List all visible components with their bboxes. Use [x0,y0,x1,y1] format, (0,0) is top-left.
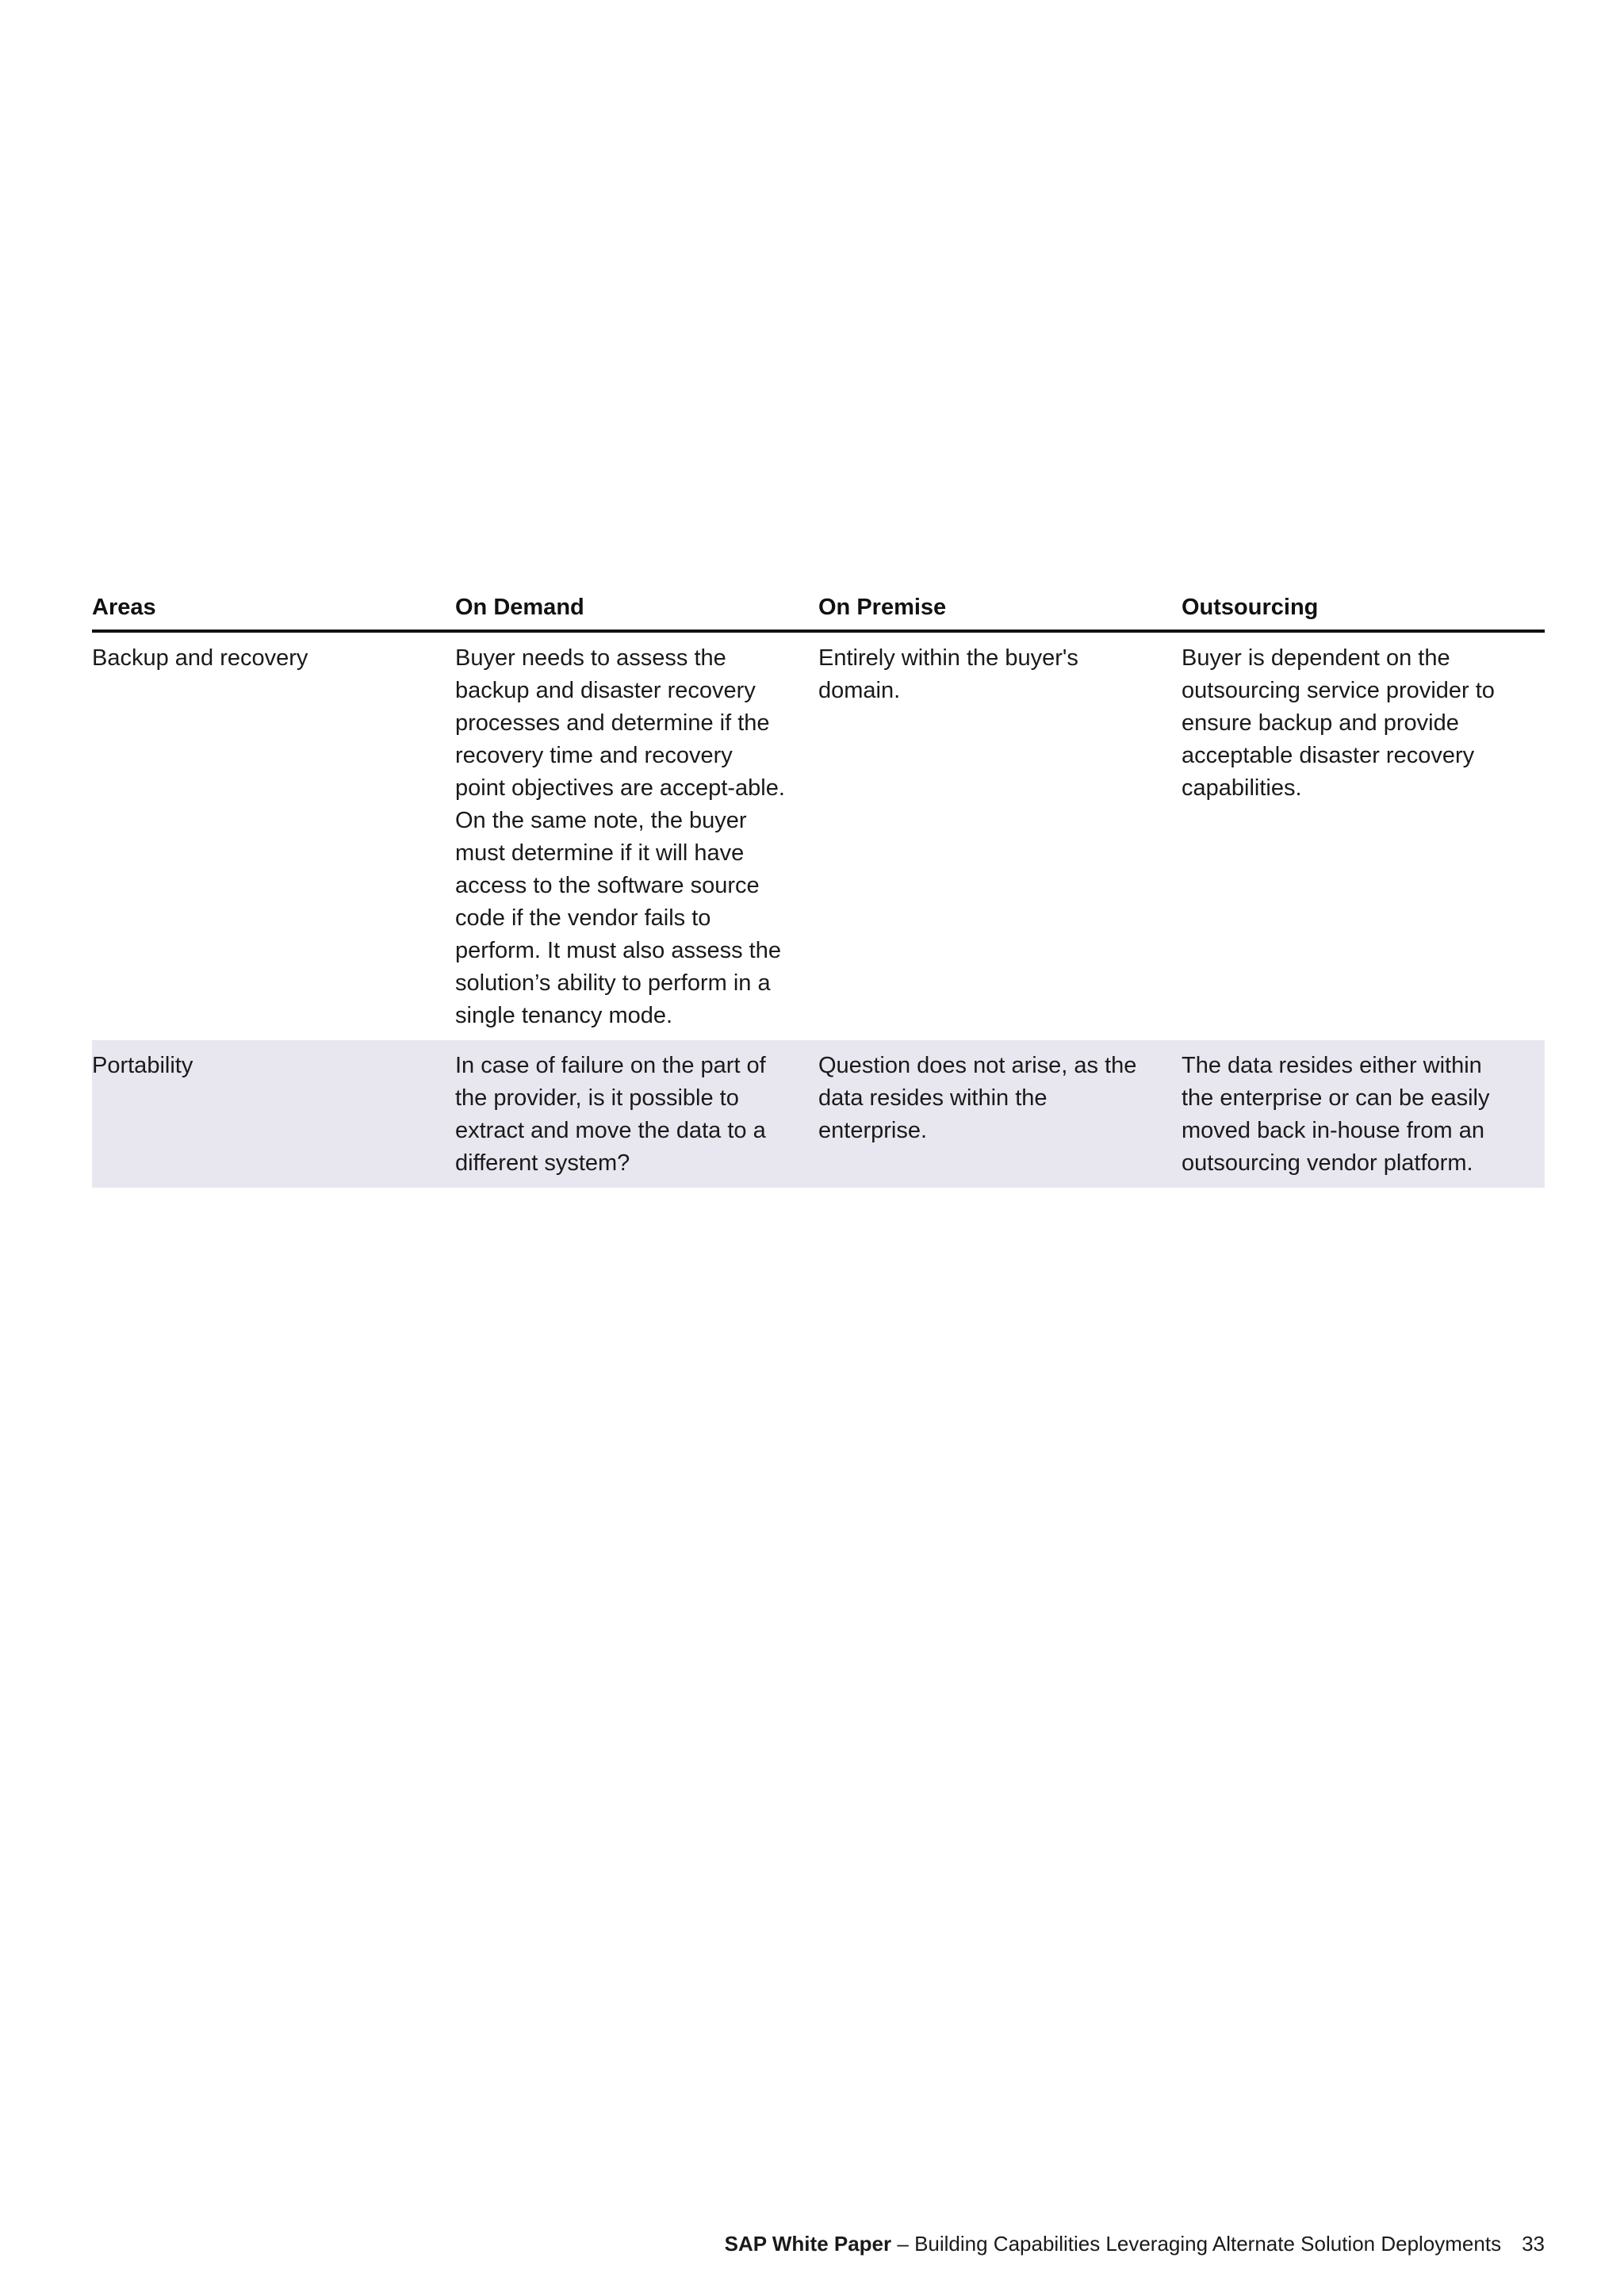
header-outsourcing: Outsourcing [1182,587,1545,631]
header-areas: Areas [92,587,455,631]
header-on-demand: On Demand [455,587,818,631]
table-row-portability [92,1040,1545,1188]
cell-area: Portability [92,1040,455,1188]
footer-brand: SAP White Paper [724,2232,892,2256]
page-number: 33 [1522,2232,1545,2256]
footer-separator: – [891,2232,915,2256]
table-header [92,587,1545,631]
header-row [92,587,1545,631]
comparison-table [92,587,1545,1188]
cell-outsourcing: Buyer is dependent on the outsourcing service provider to ensure backup and provide acceptable disaster recovery capabilities. [1182,645,1495,801]
table-body [92,631,1545,1188]
header-on-premise: On Premise [818,587,1182,631]
cell-area: Backup and recovery [92,645,308,671]
cell-outsourcing: The data resides either within the enterprise or can be easily moved back in-house from an outsourcing vendor platform. [1182,1040,1545,1188]
cell-on-premise: Question does not arise, as the data resides within the enterprise. [818,1040,1182,1188]
page-footer [725,2231,1545,2256]
cell-on-demand: In case of failure on the part of the provider, is it possible to extract and move the data to a different system? [455,1040,818,1188]
table-row-backup-and-recovery [92,631,1545,1040]
cell-on-premise: Entirely within the buyer's domain. [818,645,1078,703]
footer-title: Building Capabilities Leveraging Alternate Solution Deployments [914,2232,1502,2256]
cell-on-demand: Buyer needs to assess the backup and disaster recovery processes and determine if the recovery time and recovery point objectives are accept-able. On the same note, the buyer must determine if it will have access to the software source code if the vendor fails to perform. It must also assess the solution’s ability to perform in a single tenancy mode. [455,645,785,1028]
